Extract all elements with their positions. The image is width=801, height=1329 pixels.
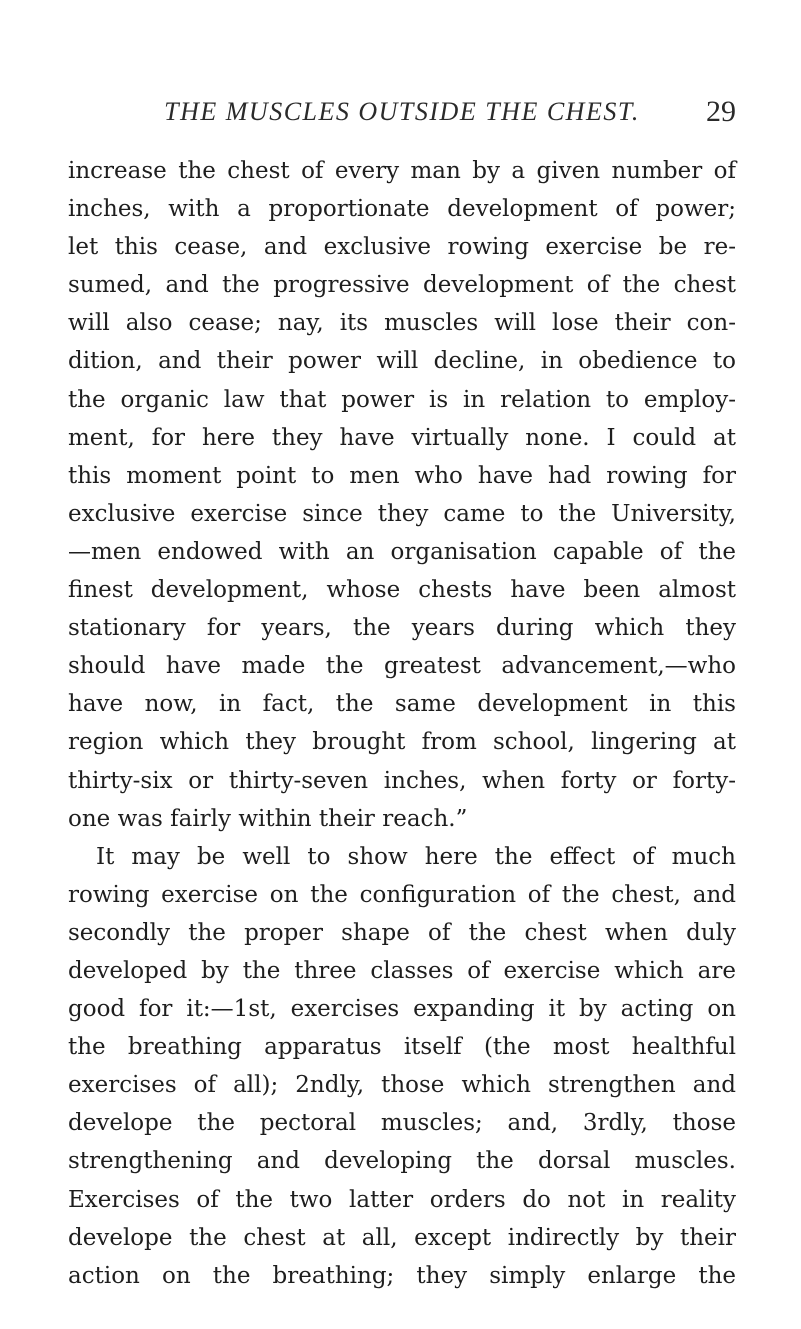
text-line: this moment point to men who have had rowing for xyxy=(68,462,736,489)
running-title: THE MUSCLES OUTSIDE THE CHEST. xyxy=(164,97,640,126)
text-line: stationary for years, the years during which they xyxy=(68,615,736,642)
text-line: —men endowed with an organisation capable of the xyxy=(68,538,736,565)
text-line: increase the chest of every man by a given number of xyxy=(68,158,736,184)
text-line: let this cease, and exclusive rowing exercise be re- xyxy=(68,234,736,261)
text-line: will also cease; nay, its muscles will lose their con- xyxy=(68,310,736,337)
text-line: action on the breathing; they simply enlarge the xyxy=(68,1262,736,1289)
text-line: exercises of all); 2ndly, those which strengthen and xyxy=(68,1072,736,1099)
text-line: secondly the proper shape of the chest when duly xyxy=(68,919,736,946)
text-line: develope the chest at all, except indirectly by their xyxy=(68,1224,736,1251)
text-line: rowing exercise on the configuration of the chest, and xyxy=(68,881,736,908)
text-line: develope the pectoral muscles; and, 3rdly, those xyxy=(68,1110,736,1137)
text-line: dition, and their power will decline, in obedience to xyxy=(68,348,736,375)
text-line: region which they brought from school, lingering at xyxy=(68,729,736,756)
text-line: Exercises of the two latter orders do not in reality xyxy=(68,1186,736,1213)
text-line: strengthening and developing the dorsal muscles. xyxy=(68,1148,736,1175)
text-line: thirty-six or thirty-seven inches, when forty or forty- xyxy=(68,767,736,794)
text-line: the breathing apparatus itself (the most healthful xyxy=(68,1034,736,1061)
text-line: developed by the three classes of exercise which are xyxy=(68,957,736,984)
paragraph-end-line: one was fairly within their reach.” xyxy=(68,805,468,832)
text-line: inches, with a proportionate development of power; xyxy=(68,196,736,223)
text-line: the organic law that power is in relation to employ- xyxy=(68,386,736,413)
text-line: sumed, and the progressive development of the chest xyxy=(68,272,736,299)
text-line: exclusive exercise since they came to the University, xyxy=(68,500,736,527)
paragraph-start-line: It may be well to show here the effect of much xyxy=(96,843,736,870)
text-line: have now, in fact, the same development in this xyxy=(68,691,736,718)
text-line: finest development, whose chests have been almost xyxy=(68,577,736,604)
running-head xyxy=(68,92,736,132)
page-number: 29 xyxy=(706,95,736,128)
text-line: ment, for here they have virtually none. I could at xyxy=(68,424,736,451)
text-line: should have made the greatest advancement,—who xyxy=(68,653,736,680)
body-text xyxy=(68,152,736,1295)
text-line: good for it:—1st, exercises expanding it by acting on xyxy=(68,996,736,1023)
